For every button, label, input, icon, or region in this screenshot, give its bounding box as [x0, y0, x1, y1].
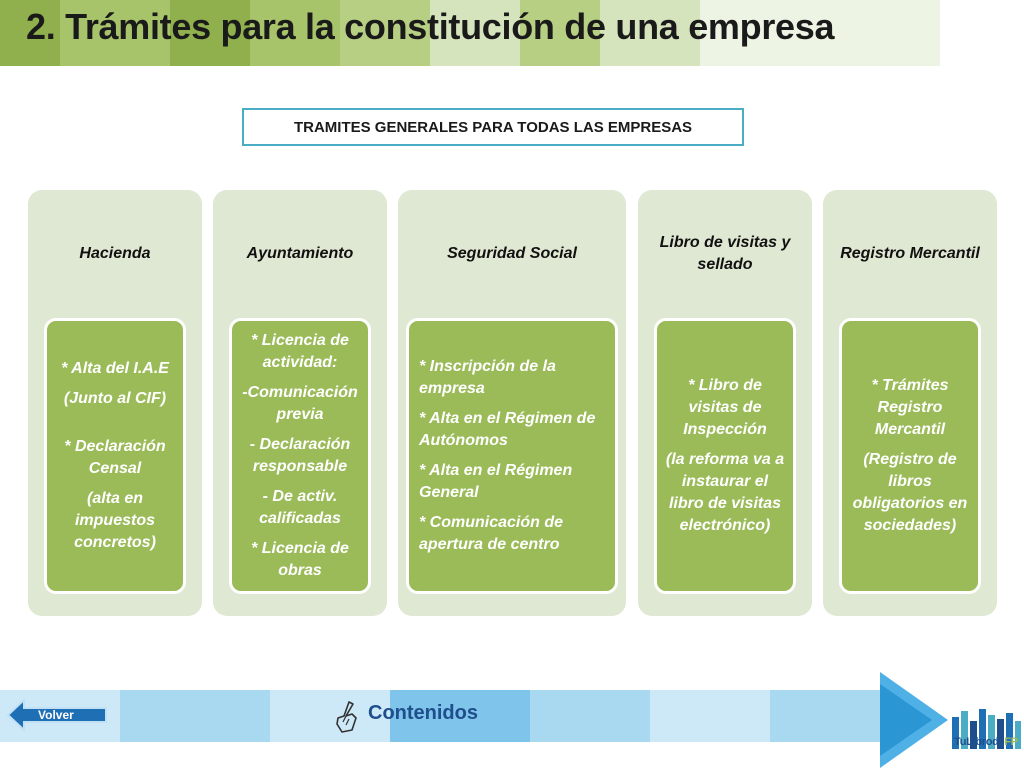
- item: * Libro de visitas de Inspección: [683, 377, 767, 438]
- back-button-label: Volver: [38, 708, 74, 722]
- subtitle-text: TRAMITES GENERALES PARA TODAS LAS EMPRESAS: [293, 118, 693, 136]
- card-hacienda: [28, 190, 202, 616]
- card-seguridad-social: [398, 190, 626, 616]
- card-title: Hacienda: [79, 245, 151, 262]
- item: * Alta en el Régimen General: [419, 462, 573, 501]
- inner-box: [406, 318, 618, 594]
- card-libro-de-visitas: [638, 190, 812, 616]
- item: * Trámites Registro Mercantil: [871, 377, 949, 438]
- subtitle-box: [242, 108, 744, 146]
- item: (Registro de libros obligatorios en sociedades): [852, 451, 968, 534]
- pointing-hand-icon: [334, 700, 360, 734]
- card-registro-mercantil: [823, 190, 997, 616]
- inner-box: [839, 318, 981, 594]
- item: (la reforma va a instaurar el libro de visitas electrónico): [665, 451, 785, 534]
- item: - De activ. calificadas: [259, 488, 341, 527]
- card-ayuntamiento: [213, 190, 387, 616]
- card-title: Ayuntamiento: [246, 245, 354, 262]
- footer-arrow-icon: [880, 672, 948, 768]
- logo-text-b: FP: [1004, 736, 1018, 748]
- back-arrow-icon[interactable]: [6, 698, 108, 732]
- item: (alta en impuestos concretos): [74, 490, 156, 551]
- card-title: Registro Mercantil: [840, 245, 980, 262]
- item: * Alta del I.A.E: [61, 360, 169, 377]
- item: * Alta en el Régimen de Autónomos: [419, 410, 596, 449]
- item: * Declaración Censal: [64, 438, 166, 477]
- inner-box: [229, 318, 371, 594]
- item: -Comunicación previa: [242, 384, 358, 423]
- logo-text: [950, 736, 1022, 748]
- card-title: Libro de visitas y sellado: [659, 234, 791, 273]
- contents-link-label: Contenidos: [368, 701, 478, 724]
- page-title: 2. Trámites para la constitución de una empresa: [26, 6, 835, 47]
- inner-box: [654, 318, 796, 594]
- bookshelf-logo-icon: [950, 692, 1022, 766]
- card-title: Seguridad Social: [447, 245, 577, 262]
- item: (Junto al CIF): [63, 390, 167, 407]
- item: * Licencia de actividad:: [251, 332, 349, 371]
- inner-box: [44, 318, 186, 594]
- logo-text-a: TuLibrode: [954, 736, 1005, 748]
- item: - Declaración responsable: [249, 436, 351, 475]
- item: * Inscripción de la empresa: [419, 358, 556, 397]
- contents-link[interactable]: [334, 700, 478, 734]
- item: * Comunicación de apertura de centro: [419, 514, 564, 553]
- item: * Licencia de obras: [251, 540, 349, 579]
